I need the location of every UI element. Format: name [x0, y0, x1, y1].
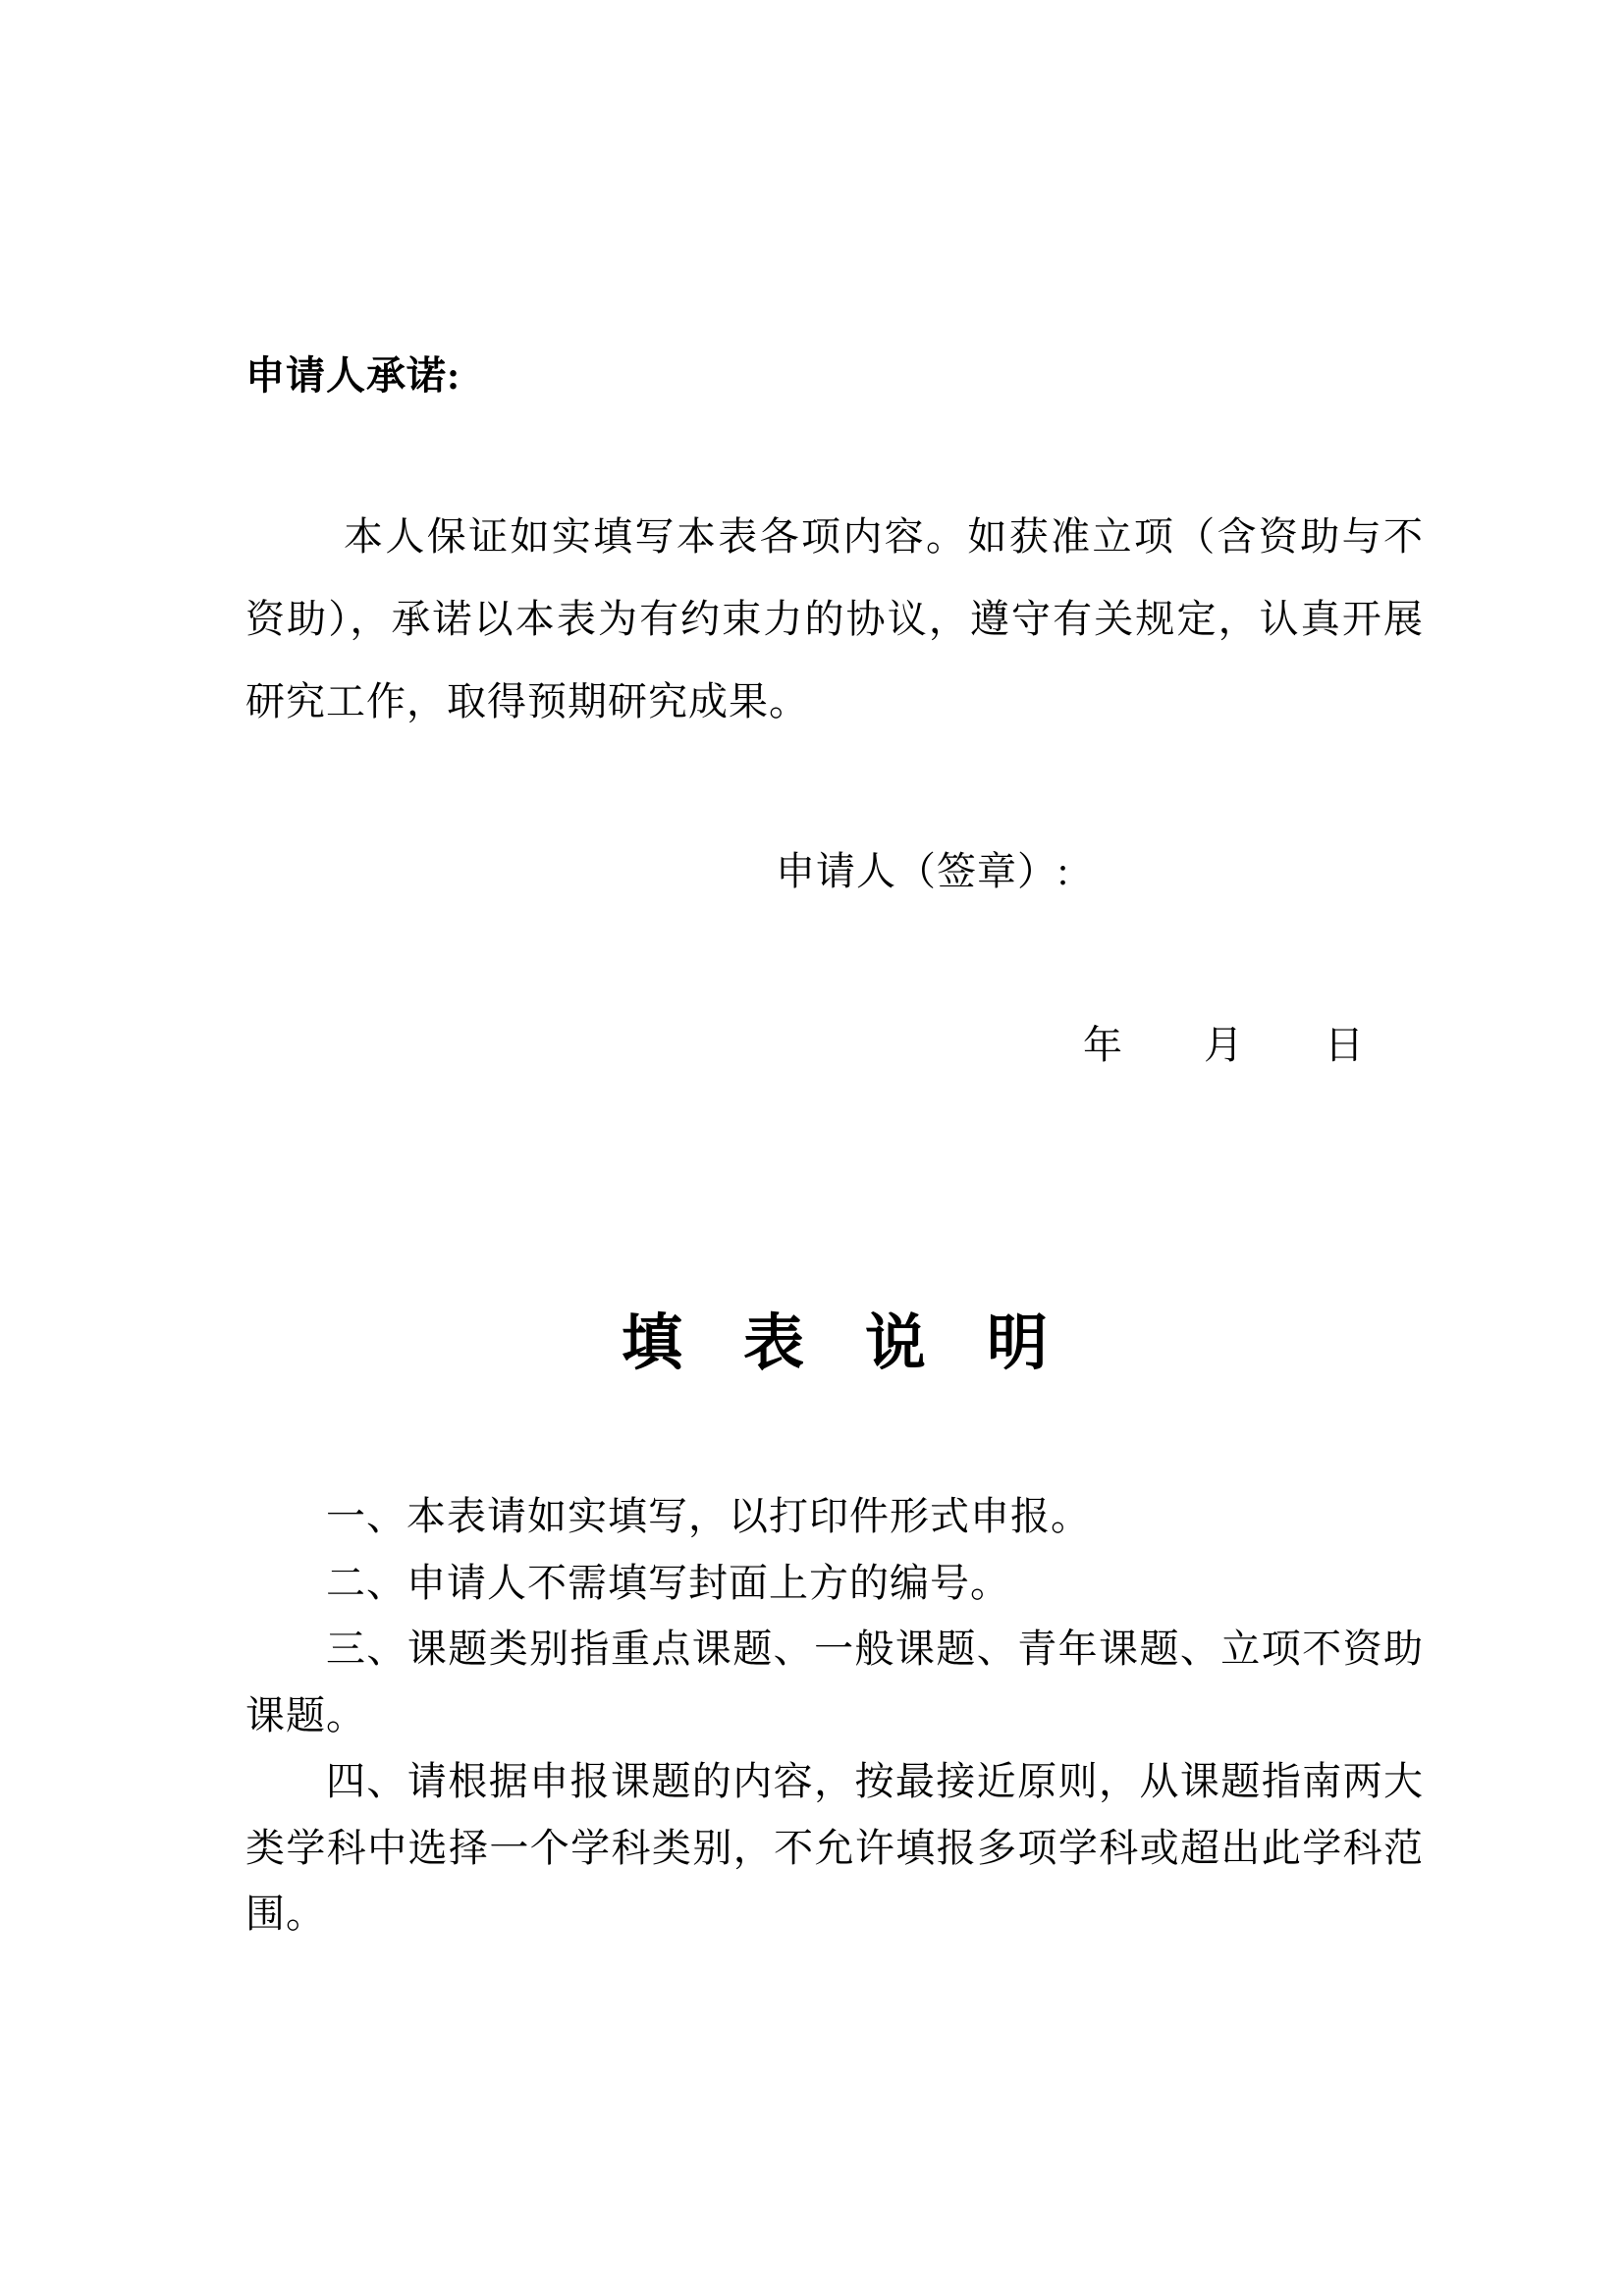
form-instructions-title: 填 表 说 明: [621, 1310, 1048, 1377]
instruction-item-4: 四、请根据申报课题的内容，按最接近原则，从课题指南两大类学科中选择一个学科类别，不允许填报多项学科或超出此学科范围。: [245, 1759, 1424, 1936]
instruction-item-2: 二、申请人不需填写封面上方的编号。: [326, 1560, 1010, 1605]
instruction-item-3: 三、课题类别指重点课题、一般课题、青年课题、立项不资助课题。: [245, 1627, 1424, 1737]
instruction-item-1: 一、本表请如实填写，以打印件形式申报。: [326, 1494, 1091, 1538]
instructions-list: [245, 1483, 1424, 1948]
date-line: 年 月 日: [1083, 1023, 1365, 1067]
applicant-commitment-heading: 申请人承诺:: [245, 353, 461, 398]
commitment-paragraph: 本人保证如实填写本表各项内容。如获准立项（含资助与不资助），承诺以本表为有约束力的协议，遵守有关规定，认真开展研究工作，取得预期研究成果。: [245, 514, 1424, 723]
applicant-signature-label: 申请人（签章）:: [776, 849, 1070, 893]
